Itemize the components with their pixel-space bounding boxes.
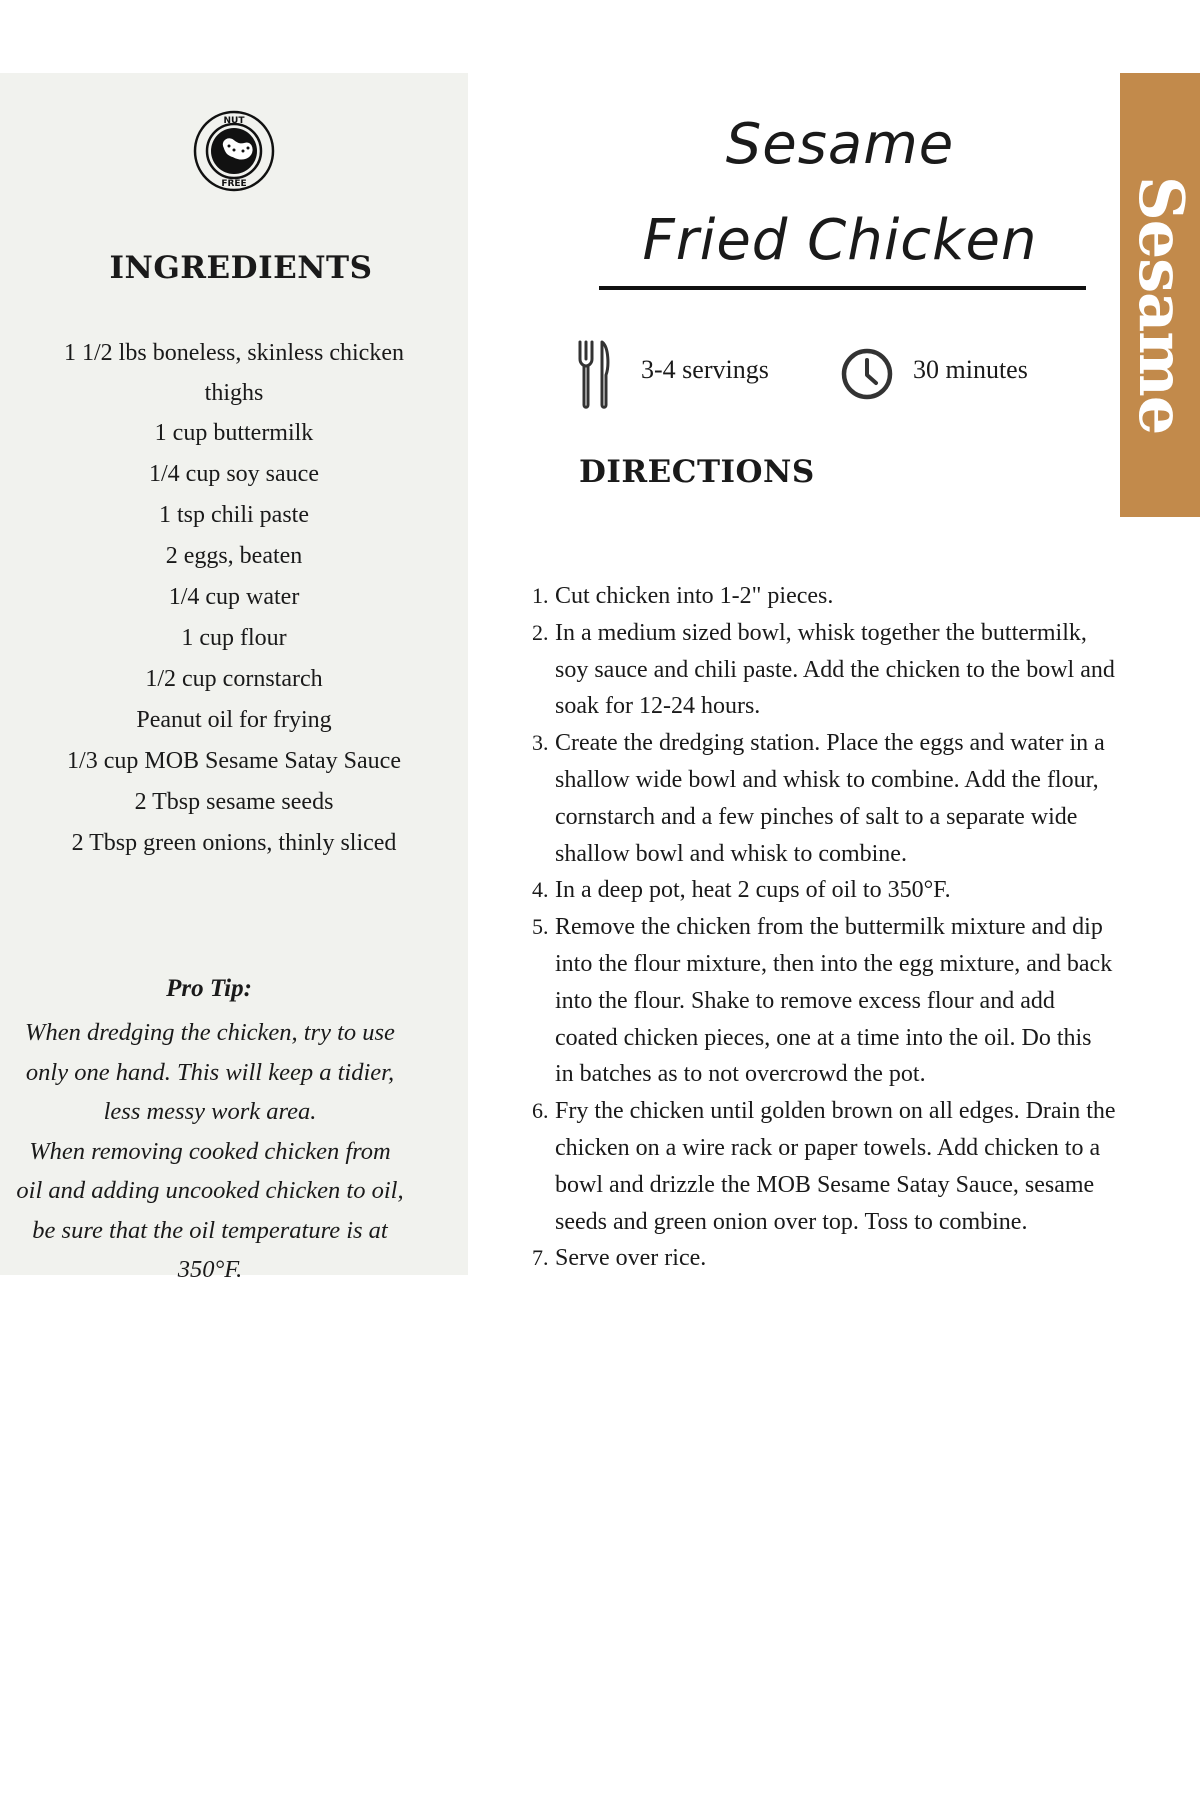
ingredient-item: 2 Tbsp sesame seeds — [134, 789, 334, 815]
ingredient-item: 1/4 cup water — [168, 584, 300, 610]
step-number: 5. — [532, 914, 549, 940]
step-text: Serve over rice. — [555, 1245, 707, 1272]
step-number: 7. — [532, 1245, 549, 1271]
ingredients-list — [34, 333, 434, 864]
recipe-title-line1: Sesame — [725, 112, 955, 177]
step-number: 3. — [532, 730, 549, 756]
step-number: 4. — [532, 877, 549, 903]
ingredient-item: 1 1/2 lbs boneless, skinless chicken thighs — [64, 340, 404, 406]
ingredient-item: 2 eggs, beaten — [165, 543, 303, 569]
ingredient-item: 1 tsp chili paste — [159, 502, 309, 528]
ingredient-item: 1/3 cup MOB Sesame Satay Sauce — [67, 748, 401, 774]
direction-step — [532, 909, 1116, 1093]
title-underline — [599, 286, 1086, 290]
fork-knife-icon — [576, 339, 612, 411]
directions-title: DIRECTIONS — [579, 454, 815, 490]
pro-tip-text — [14, 1013, 406, 1290]
pro-tip-paragraph: When removing cooked chicken from oil and adding uncooked chicken to oil, be sure that the oil temperature is at 350°F. — [16, 1137, 404, 1283]
step-text: Fry the chicken until golden brown on all edges. Drain the chicken on a wire rack or paper towels. Add chicken to a bowl and drizzle the MOB Sesame Satay Sauce, sesame seeds and green onion over top. Toss to combine. — [555, 1098, 1116, 1235]
step-number: 1. — [532, 583, 549, 608]
ingredient-item: 2 Tbsp green onions, thinly sliced — [71, 830, 397, 856]
nut-free-badge — [193, 110, 275, 192]
badge-bottom-text: FREE — [221, 179, 247, 189]
direction-step — [532, 725, 1116, 872]
direction-step — [532, 1240, 1116, 1277]
pro-tip-title: Pro Tip: — [166, 975, 252, 1002]
pro-tip-paragraph: When dredging the chicken, try to use only one hand. This will keep a tidier, less messy work area. — [25, 1019, 395, 1125]
time-text: 30 minutes — [913, 355, 1028, 384]
step-text: Remove the chicken from the buttermilk mixture and dip into the flour mixture, then into the egg mixture, and back into the flour. Shake to remove excess flour and add coated chicken pieces, one at a time into the oil. Do this in batches as to not overcrowd the pot. — [555, 914, 1113, 1088]
ingredient-item: 1/4 cup soy sauce — [149, 461, 319, 487]
badge-top-text: NUT — [223, 116, 245, 126]
direction-step — [532, 872, 1116, 909]
step-text: Create the dredging station. Place the eggs and water in a shallow wide bowl and whisk to combine. Add the flour, cornstarch and a few pinches of salt to a separate wide shallow bowl and whisk to combine. — [555, 730, 1105, 867]
ingredients-title: INGREDIENTS — [109, 250, 373, 286]
recipe-title-line2: Fried Chicken — [642, 208, 1038, 273]
ingredient-item: Peanut oil for frying — [136, 707, 332, 733]
direction-step — [532, 578, 1116, 615]
category-tab-label: Sesame — [1125, 176, 1198, 435]
clock-icon — [840, 347, 894, 401]
direction-step — [532, 615, 1116, 725]
step-number: 6. — [532, 1098, 549, 1124]
step-text: Cut chicken into 1-2" pieces. — [555, 583, 834, 609]
ingredient-item: 1 cup buttermilk — [154, 420, 314, 446]
step-text: In a medium sized bowl, whisk together the buttermilk, soy sauce and chili paste. Add the chicken to the bowl and soak for 12-24 hours. — [555, 619, 1115, 720]
step-number: 2. — [532, 619, 549, 645]
direction-step — [532, 1093, 1116, 1240]
ingredient-item: 1 cup flour — [181, 625, 287, 651]
ingredient-item: 1/2 cup cornstarch — [145, 666, 323, 692]
step-text: In a deep pot, heat 2 cups of oil to 350°F. — [555, 877, 951, 904]
servings-text: 3-4 servings — [641, 355, 769, 384]
directions-list — [532, 578, 1116, 1277]
